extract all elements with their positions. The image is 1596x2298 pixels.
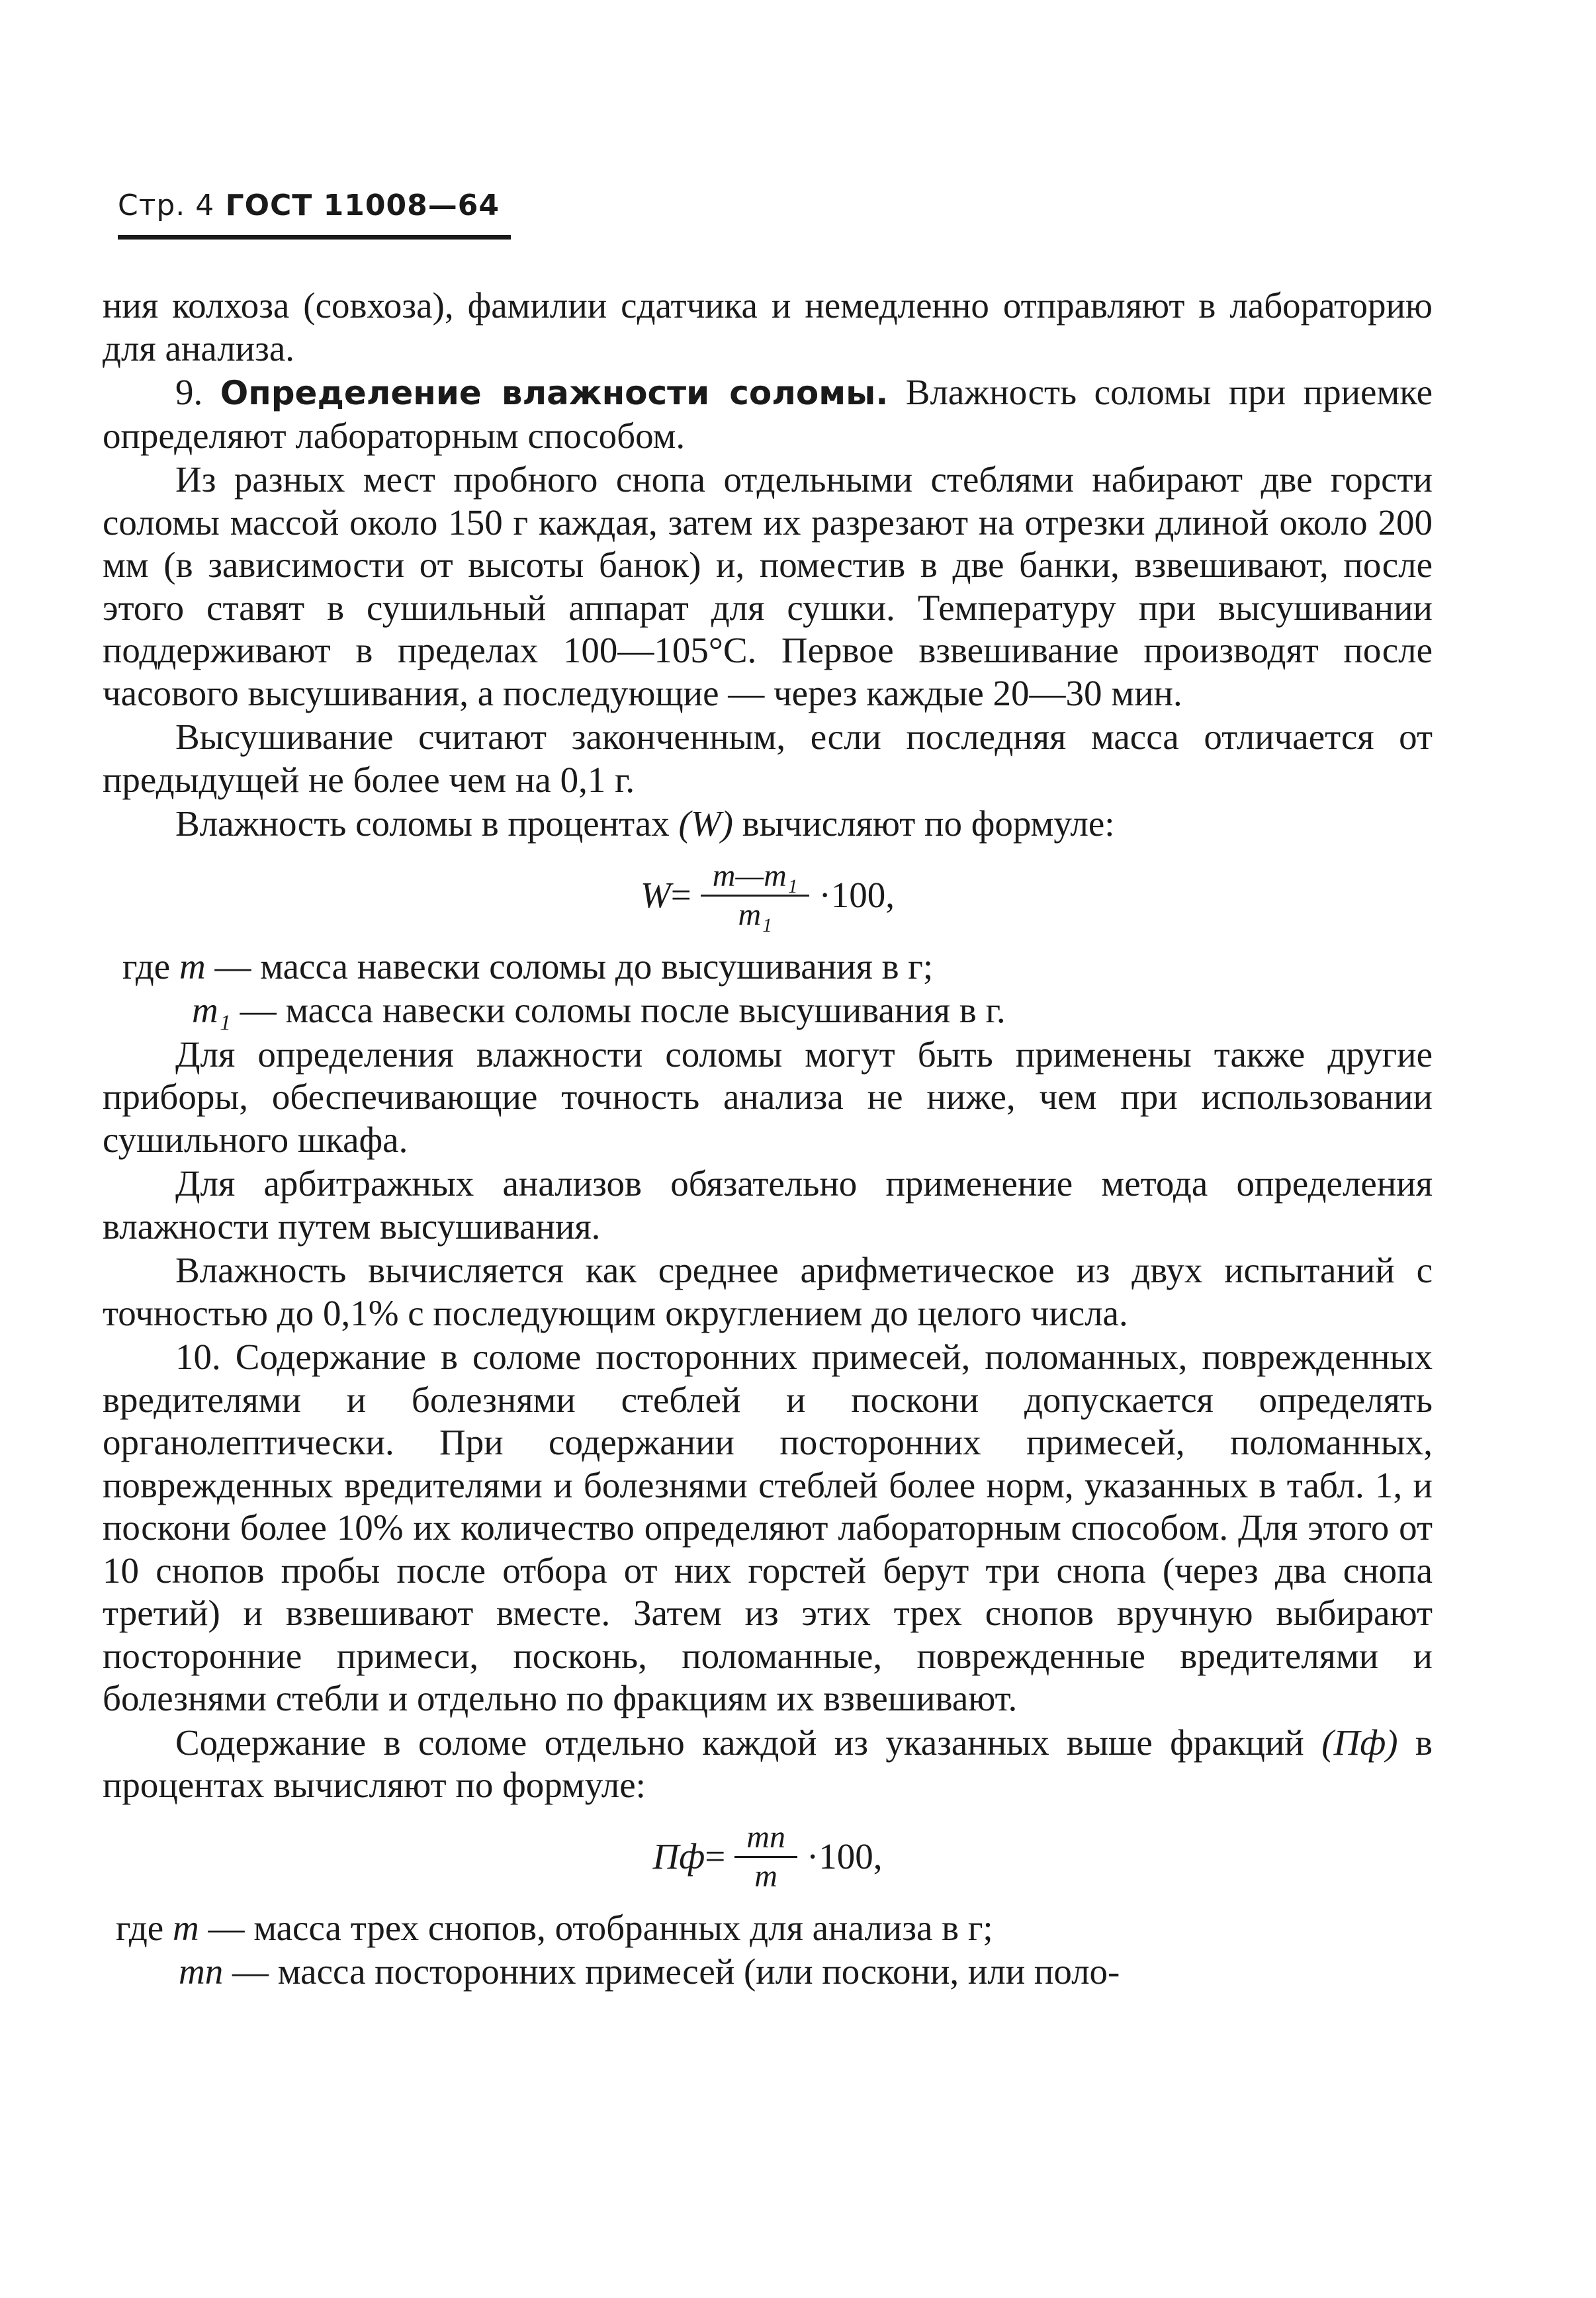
paragraph: Из разных мест пробного снопа отдельными стеблями набирают две горсти соломы массой около 150 г каждая, затем их разрезают на отрезки длиной около 200 мм (в зависимости от высоты банок) и, поместив в две банки, взвешивают, после этого ставят в сушильный аппарат для сушки. Температуру при высушивании поддерживают в пределах 100—105°С. Первое взвешивание производят после часового высушивания, а последующие — через каждые 20—30 мин.	[103, 459, 1433, 713]
fraction-numerator: m—m₁	[701, 858, 810, 897]
section-title: Определение влажности соломы.	[220, 374, 889, 412]
formula-fraction	[734, 1819, 797, 1895]
paragraph: ния колхоза (совхоза), фамилии сдатчика и немедленно отправляют в лабораторию для анализа.	[103, 285, 1433, 369]
where-line: где m — масса навески соломы до высушивания в г;	[122, 946, 934, 987]
where-term: m₁	[192, 990, 231, 1030]
formula-tail: ·100,	[819, 874, 895, 915]
page-label: Стр. 4	[118, 189, 215, 222]
variable: (Пф)	[1321, 1722, 1398, 1763]
paragraph: Влажность вычисляется как среднее арифметическое из двух испытаний с точностью до 0,1% с последующим округлением до целого числа.	[103, 1250, 1433, 1333]
paragraph: Содержание в соломе отдельно каждой из указанных выше фракций (Пф) в процентах вычисляют по формуле:	[103, 1722, 1433, 1805]
section-9-paragraph	[103, 371, 1433, 457]
paragraph: Влажность соломы в процентах (W) вычисляют по формуле:	[175, 803, 1115, 844]
paragraph: Высушивание считают законченным, если последняя масса отличается от предыдущей не более чем на 0,1 г.	[103, 717, 1433, 800]
formula-eq: =	[670, 874, 691, 915]
where-term: m	[172, 1907, 199, 1948]
paragraph: Для определения влажности соломы могут быть применены также другие приборы, обеспечивающие точность анализа не ниже, чем при использовании сушильного шкафа.	[103, 1034, 1433, 1160]
standard-number: ГОСТ 11008—64	[225, 189, 500, 222]
formula-fraction	[701, 858, 810, 934]
section-text: Влажность соломы при приемке определяют лабораторным способом.	[103, 372, 1433, 456]
fraction-numerator: mп	[734, 1819, 797, 1858]
body-text	[103, 285, 1433, 1995]
formula-fraction-content	[103, 1819, 1433, 1895]
where-line: где m — масса трех снопов, отобранных для анализа в г;	[116, 1907, 993, 1948]
variable: (W)	[678, 803, 733, 844]
where-line: mп — масса посторонних примесей (или поскони, или поло-	[179, 1951, 1120, 1992]
formula-lhs: Пф	[652, 1835, 705, 1877]
where-term: mп	[179, 1951, 224, 1992]
where-line: m₁ — масса навески соломы после высушивания в г.	[192, 990, 1006, 1030]
section-number: 9.	[175, 372, 203, 412]
formula-tail: ·100,	[806, 1835, 883, 1877]
fraction-denominator: m₁	[738, 897, 772, 932]
formula-eq: =	[705, 1835, 726, 1877]
formula-moisture	[103, 858, 1433, 934]
where-term: m	[179, 946, 206, 987]
page-header	[118, 189, 500, 222]
formula-lhs: W	[640, 874, 671, 915]
fraction-denominator: m	[754, 1858, 777, 1894]
paragraph: Для арбитражных анализов обязательно применение метода определения влажности путем высушивания.	[103, 1163, 1433, 1247]
section-10-paragraph: 10. Содержание в соломе посторонних примесей, поломанных, поврежденных вредителями и болезнями стеблей и поскони допускается определять органолептически. При содержании посторонних примесей, поломанных, поврежденных вредителями и болезнями стеблей более норм, указанных в табл. 1, и поскони более 10% их количество определяют лабораторным способом. Для этого от 10 снопов пробы после отбора от них горстей берут три снопа (через два снопа третий) и взвешивают вместе. Затем из этих трех снопов вручную выбирают посторонние примеси, посконь, поломанные, поврежденные вредителями и болезнями стебли и отдельно по фракциям их взвешивают.	[103, 1337, 1433, 1718]
header-rule	[118, 235, 511, 240]
